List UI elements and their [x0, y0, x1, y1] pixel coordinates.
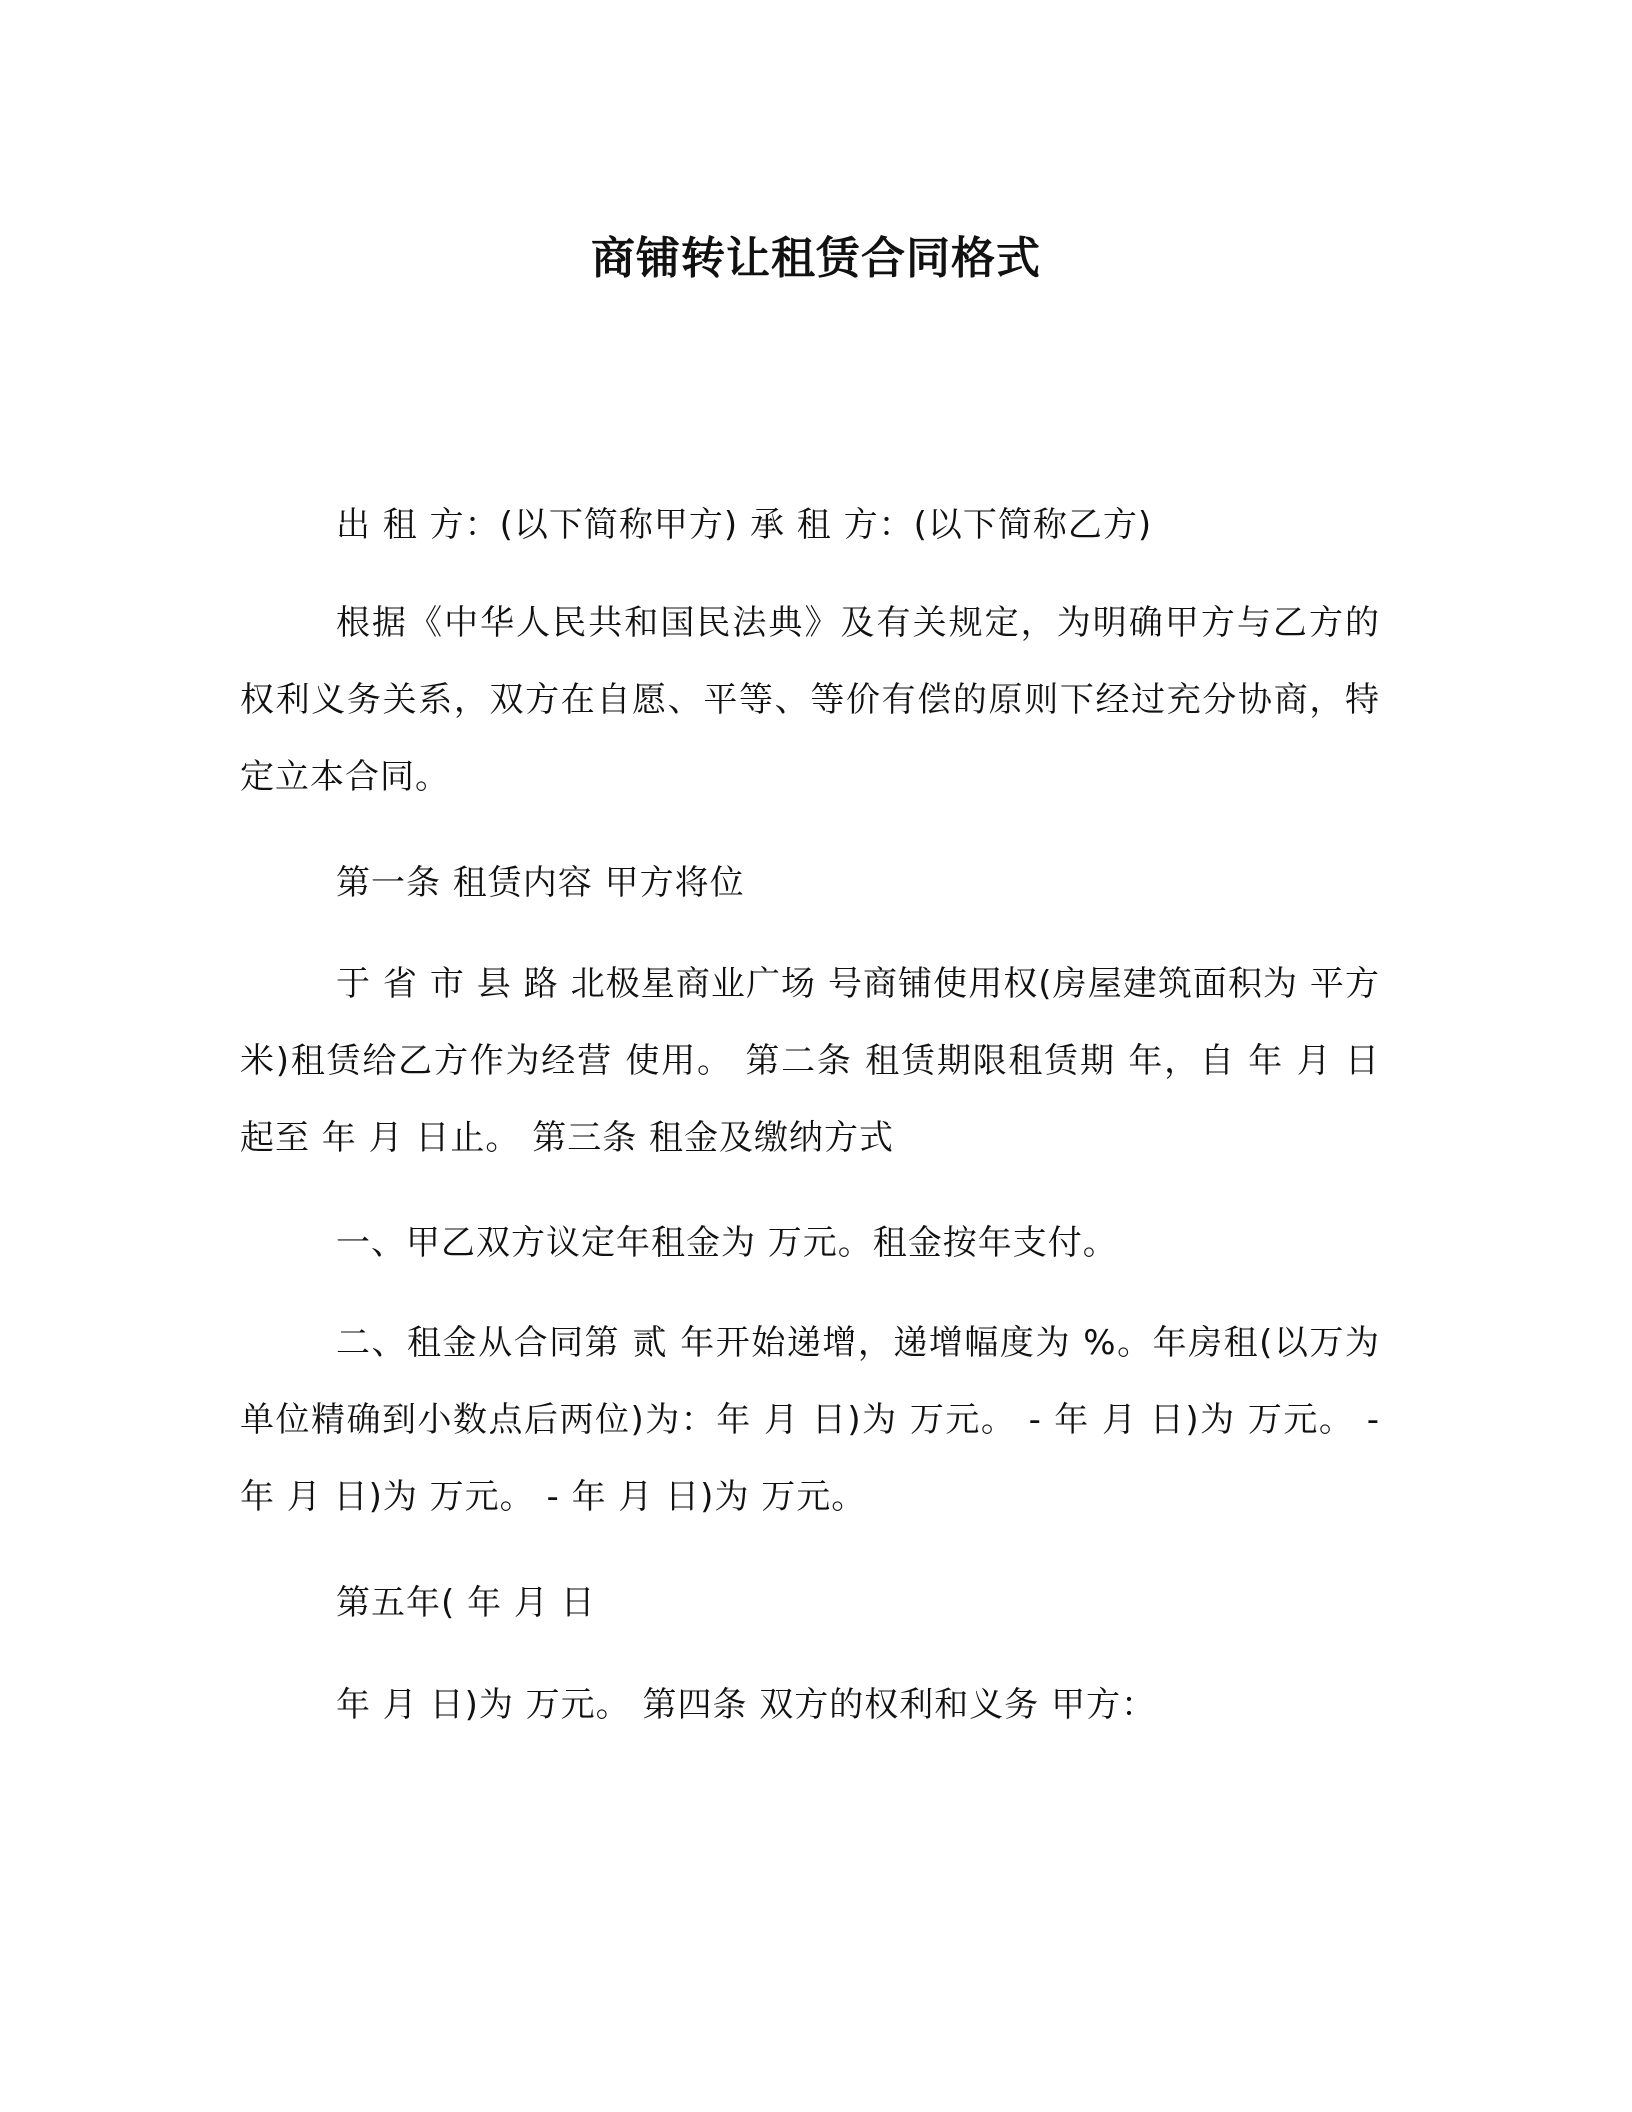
preamble-paragraph: 根据《中华人民共和国民法典》及有关规定，为明确甲方与乙方的权利义务关系，双方在自愿、平等、等价有偿的原则下经过充分协商，特定立本合同。	[240, 603, 1380, 797]
document-title: 商铺转让租赁合同格式	[591, 233, 1041, 284]
rent-clause-one: 一、甲乙双方议定年租金为 万元。租金按年支付。	[336, 1223, 1118, 1263]
article-one-heading: 第一条 租赁内容 甲方将位	[336, 863, 745, 903]
parties-paragraph: 出 租 方：(以下简称甲方) 承 租 方：(以下简称乙方)	[336, 505, 1153, 545]
article-four-line: 年 月 日)为 万元。 第四条 双方的权利和义务 甲方：	[336, 1685, 1157, 1725]
rent-clause-two: 二、租金从合同第 贰 年开始递增，递增幅度为 %。年房租(以万为单位精确到小数点后两位)为：年 月 日)为 万元。 - 年 月 日)为 万元。 - 年 月 日)为 万元。 - 年 月 日)为 万元。	[240, 1323, 1380, 1517]
lease-content-paragraph: 于 省 市 县 路 北极星商业广场 号商铺使用权(房屋建筑面积为 平方米)租赁给乙方作为经营 使用。 第二条 租赁期限租赁期 年，自 年 月 日起至 年 月 日止。 第三条 租金及缴纳方式	[240, 964, 1380, 1158]
fifth-year-line: 第五年( 年 月 日	[336, 1583, 596, 1623]
